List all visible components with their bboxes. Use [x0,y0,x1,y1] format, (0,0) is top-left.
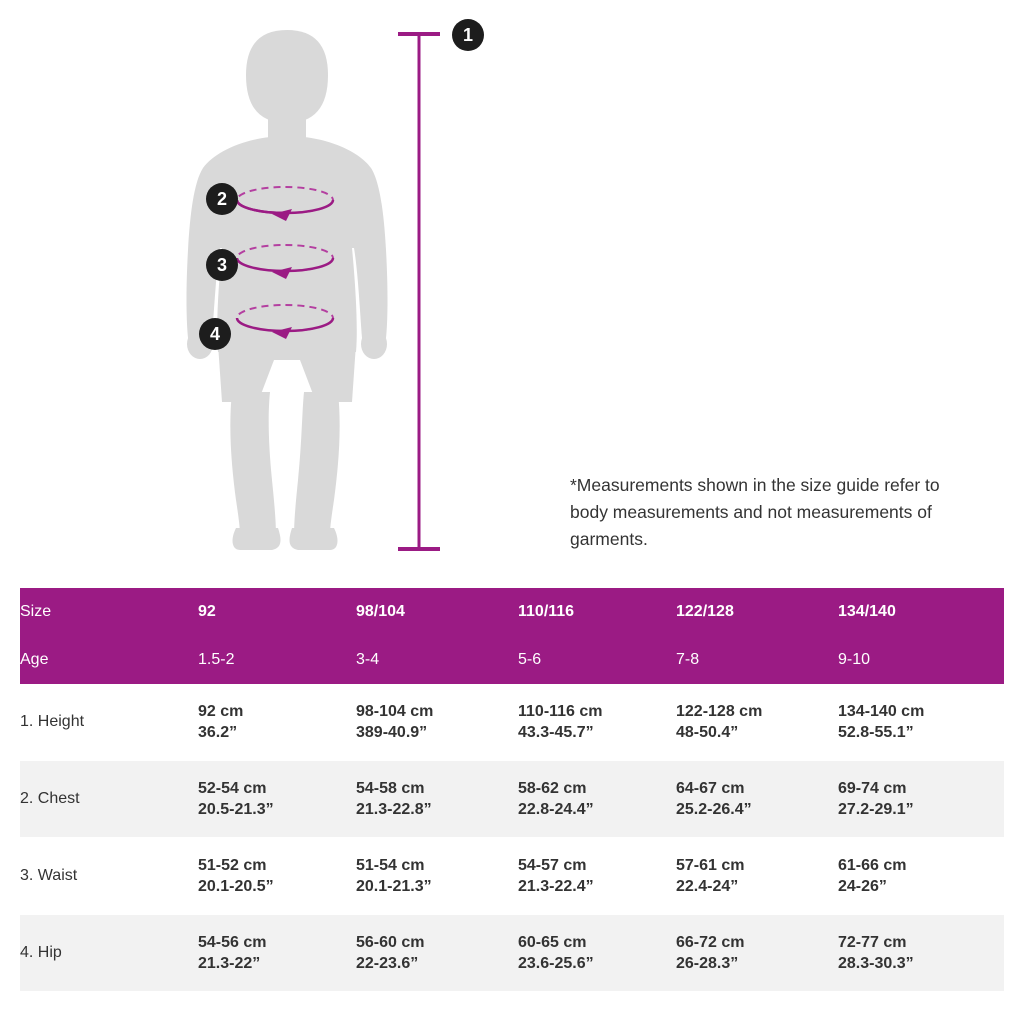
cell-waist-92 [198,838,356,915]
cell-inch: 22-23.6” [356,955,419,972]
cell-inch: 28.3-30.3” [838,955,914,972]
cell-inch: 24-26” [838,878,887,895]
header-age-4: 9-10 [838,636,1004,684]
callout-badge-3: 3 [206,249,238,281]
cell-hip-122-128 [676,915,838,992]
callout-badge-4: 4 [199,318,231,350]
header-size-0: 92 [198,588,356,636]
measurement-note: *Measurements shown in the size guide refer to body measurements and not measurements of garments. [570,475,940,549]
cell-hip-98-104 [356,915,518,992]
cell-cm: 56-60 cm [356,934,425,951]
cell-cm: 51-54 cm [356,857,425,874]
cell-cm: 134-140 cm [838,703,925,720]
table-row [20,761,1004,838]
table-row [20,915,1004,992]
cell-cm: 61-66 cm [838,857,907,874]
header-label-size: Size [20,588,198,636]
cell-cm: 92 cm [198,703,244,720]
cell-inch: 48-50.4” [676,724,739,741]
header-size-2: 110/116 [518,588,676,636]
cell-height-110-116 [518,684,676,761]
table-row [20,838,1004,915]
callout-badge-1: 1 [452,19,484,51]
header-size-3: 122/128 [676,588,838,636]
row-label-hip: 4. Hip [20,915,198,992]
cell-cm: 52-54 cm [198,780,267,797]
cell-cm: 110-116 cm [518,703,603,720]
row-label-waist: 3. Waist [20,838,198,915]
cell-inch: 20.1-21.3” [356,878,432,895]
cell-height-122-128 [676,684,838,761]
cell-cm: 51-52 cm [198,857,267,874]
header-label-age: Age [20,636,198,684]
cell-waist-134-140 [838,838,1004,915]
cell-inch: 22.8-24.4” [518,801,594,818]
cell-cm: 60-65 cm [518,934,587,951]
header-age-2: 5-6 [518,636,676,684]
cell-inch: 43.3-45.7” [518,724,594,741]
cell-inch: 21.3-22.8” [356,801,432,818]
height-measure-line [398,34,440,549]
cell-hip-134-140 [838,915,1004,992]
row-label-height: 1. Height [20,684,198,761]
cell-inch: 21.3-22” [198,955,261,972]
cell-cm: 69-74 cm [838,780,907,797]
cell-cm: 66-72 cm [676,934,745,951]
header-age-0: 1.5-2 [198,636,356,684]
cell-cm: 58-62 cm [518,780,587,797]
cell-cm: 54-57 cm [518,857,587,874]
header-age-3: 7-8 [676,636,838,684]
cell-cm: 122-128 cm [676,703,763,720]
cell-cm: 64-67 cm [676,780,745,797]
cell-waist-98-104 [356,838,518,915]
cell-inch: 20.1-20.5” [198,878,274,895]
cell-inch: 27.2-29.1” [838,801,914,818]
cell-cm: 98-104 cm [356,703,434,720]
header-age-1: 3-4 [356,636,518,684]
cell-height-134-140 [838,684,1004,761]
table-header-age-row [20,636,1004,684]
child-silhouette-icon [187,30,388,550]
cell-chest-98-104 [356,761,518,838]
cell-cm: 72-77 cm [838,934,907,951]
header-size-1: 98/104 [356,588,518,636]
cell-waist-122-128 [676,838,838,915]
cell-chest-122-128 [676,761,838,838]
cell-hip-110-116 [518,915,676,992]
cell-inch: 25.2-26.4” [676,801,752,818]
cell-inch: 36.2” [198,724,238,741]
cell-chest-110-116 [518,761,676,838]
cell-inch: 21.3-22.4” [518,878,594,895]
cell-height-92 [198,684,356,761]
cell-hip-92 [198,915,356,992]
cell-inch: 389-40.9” [356,724,428,741]
cell-height-98-104 [356,684,518,761]
cell-cm: 54-58 cm [356,780,425,797]
table-header-size-row [20,588,1004,636]
size-guide-table [20,588,1004,992]
cell-chest-92 [198,761,356,838]
cell-inch: 20.5-21.3” [198,801,274,818]
cell-cm: 57-61 cm [676,857,745,874]
cell-waist-110-116 [518,838,676,915]
callout-badge-2: 2 [206,183,238,215]
cell-inch: 22.4-24” [676,878,739,895]
row-label-chest: 2. Chest [20,761,198,838]
cell-inch: 26-28.3” [676,955,739,972]
table-row [20,684,1004,761]
cell-chest-134-140 [838,761,1004,838]
header-size-4: 134/140 [838,588,1004,636]
cell-inch: 23.6-25.6” [518,955,594,972]
cell-cm: 54-56 cm [198,934,267,951]
cell-inch: 52.8-55.1” [838,724,914,741]
